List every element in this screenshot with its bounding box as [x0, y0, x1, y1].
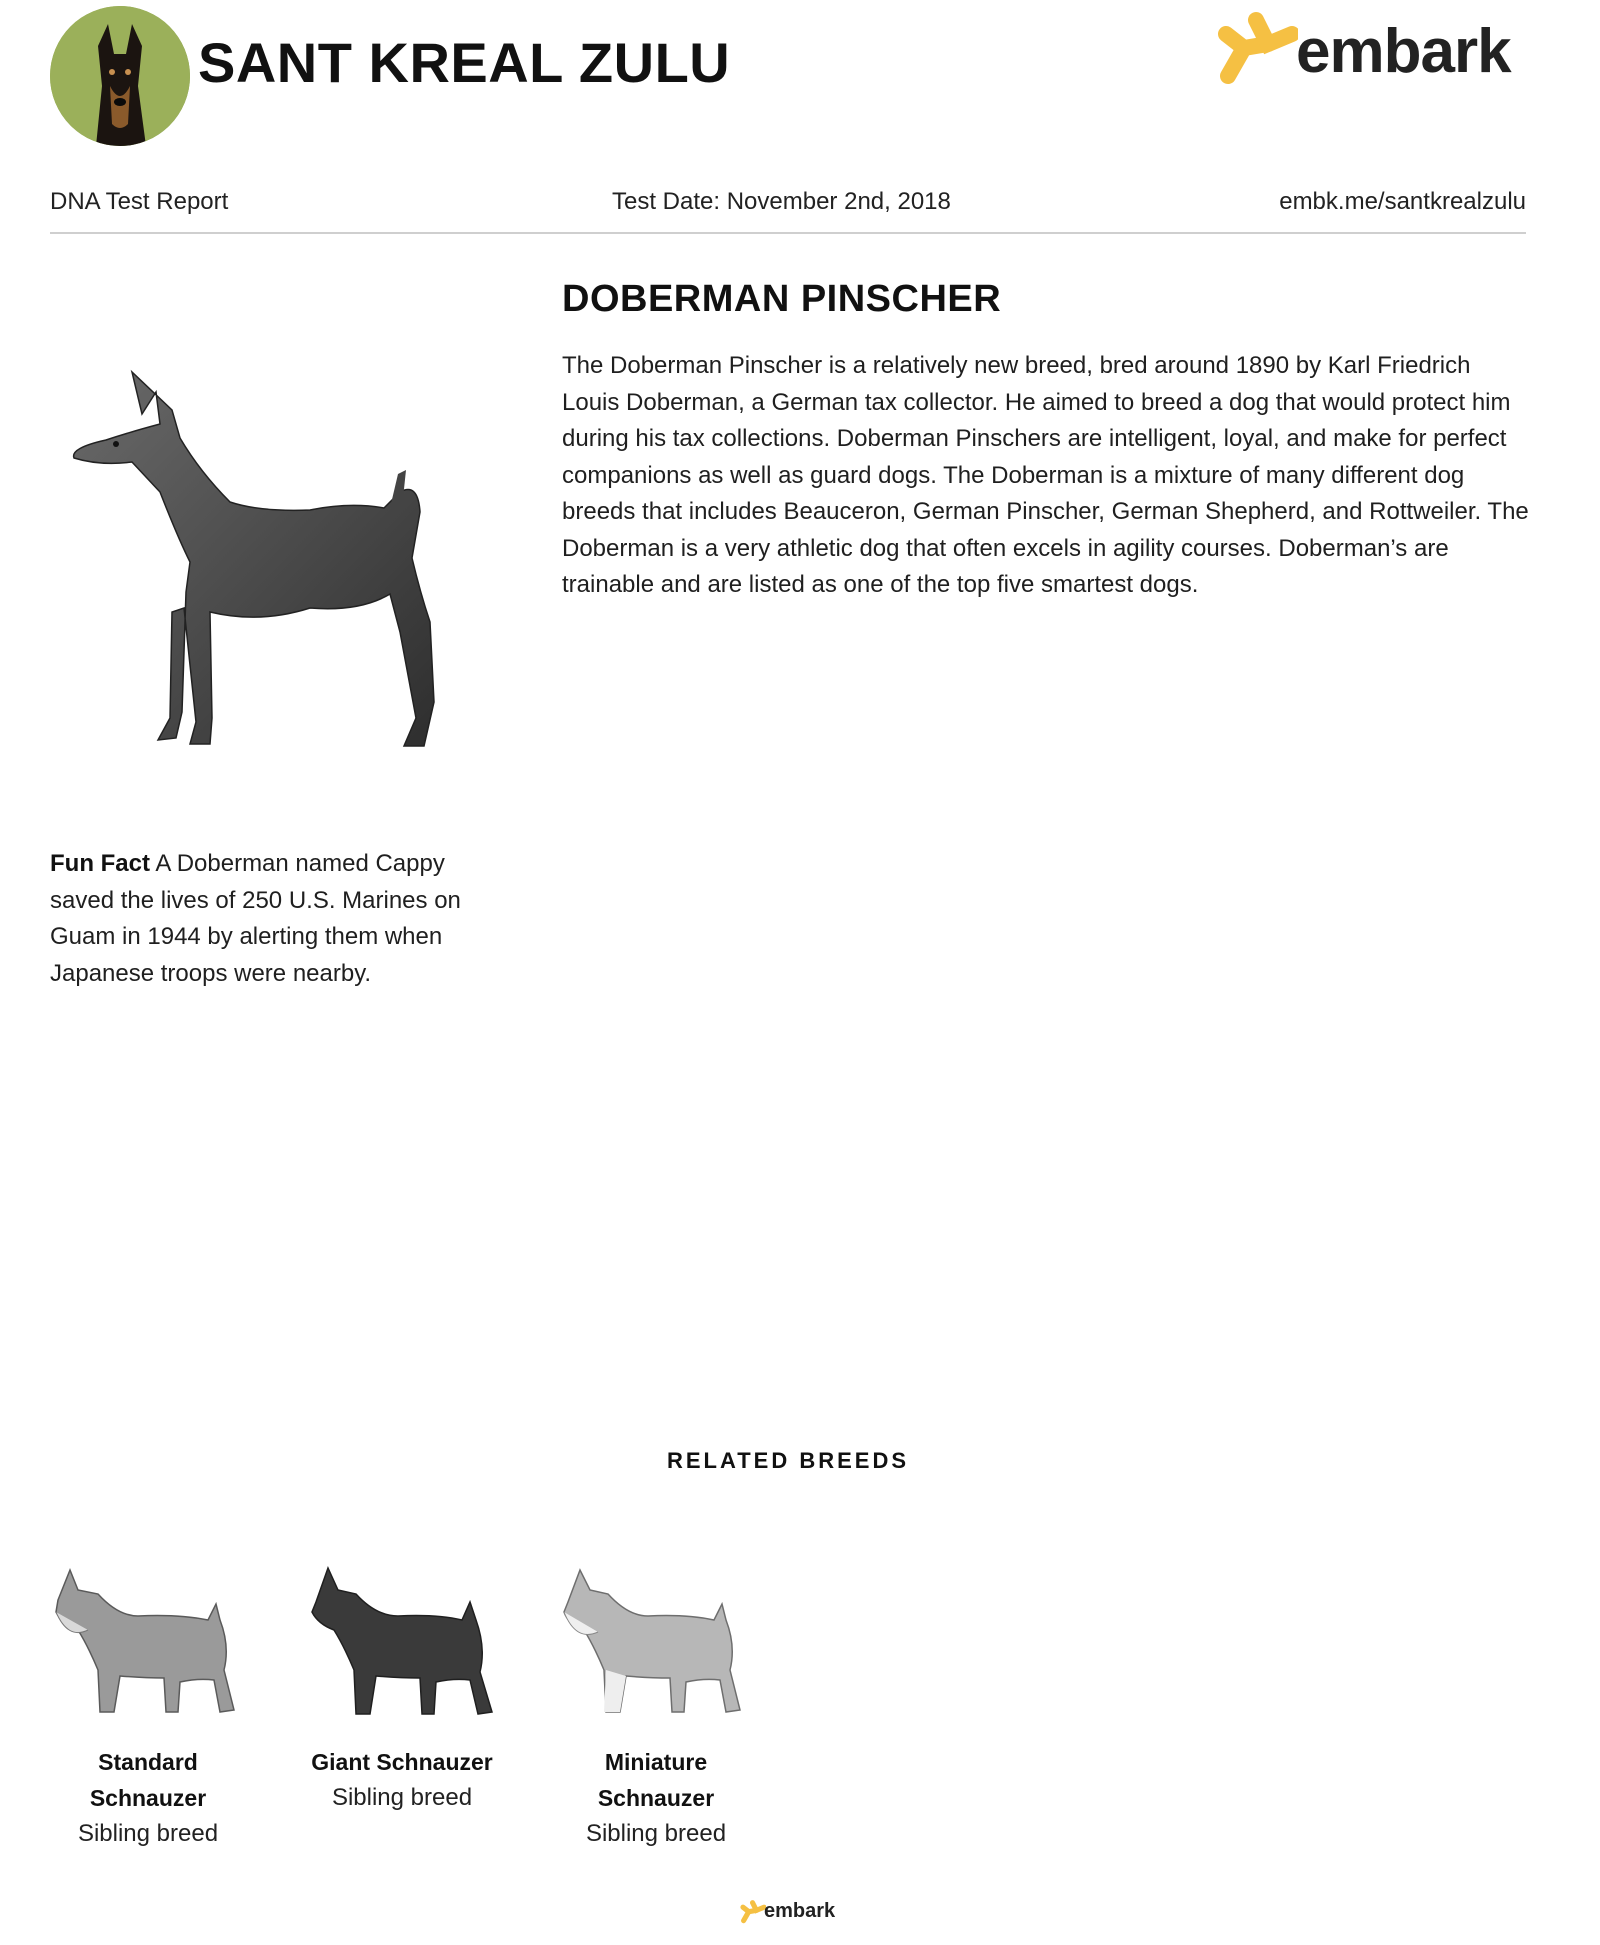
standard-schnauzer-icon — [48, 1550, 248, 1725]
embark-mark-icon — [734, 1896, 766, 1928]
profile-link[interactable]: embk.me/santkrealzulu — [1279, 188, 1526, 215]
footer-wordmark: embark — [764, 1900, 836, 1922]
doberman-illustration — [60, 362, 480, 752]
related-breed-relation: Sibling breed — [585, 1820, 727, 1847]
related-breed-card[interactable] — [302, 1550, 502, 1816]
embark-mark-icon — [1198, 4, 1298, 94]
related-breed-name: Miniature Schnauzer — [597, 1749, 715, 1811]
related-breed-name: Standard Schnauzer — [89, 1749, 207, 1811]
miniature-schnauzer-icon — [556, 1550, 756, 1725]
dog-name-title: SANT KREAL ZULU — [198, 31, 731, 94]
fun-fact — [50, 846, 500, 992]
fun-fact-label: Fun Fact — [50, 850, 150, 877]
test-date: Test Date: November 2nd, 2018 — [612, 188, 951, 215]
embark-wordmark: embark — [1296, 17, 1511, 86]
report-meta — [50, 188, 1526, 222]
fun-fact-text: A Doberman named Cappy saved the lives of 250 U.S. Marines on Guam in 1944 by alerting them when Japanese troops were nearby. — [50, 850, 461, 987]
doberman-photo-icon — [50, 6, 190, 146]
footer-embark-logo — [734, 1896, 854, 1932]
report-label: DNA Test Report — [50, 188, 229, 215]
embark-logo — [1198, 4, 1528, 94]
dog-avatar — [50, 6, 190, 146]
related-breed-card[interactable] — [556, 1550, 756, 1852]
related-breeds-heading: RELATED BREEDS — [666, 1448, 910, 1473]
breed-title: DOBERMAN PINSCHER — [562, 278, 1002, 320]
breed-description: The Doberman Pinscher is a relatively new breed, bred around 1890 by Karl Friedrich Louis Doberman, a German tax collector. He aimed to breed a dog that would protect him during his tax collections. Doberman Pinschers are intelligent, loyal, and make for perfect companions as well as guard dogs. The Doberman is a mixture of many different dog breeds that includes Beauceron, German Pinscher, German Shepherd, and Rottweiler. The Doberman is a very athletic dog that often excels in agility courses. Doberman’s are trainable and are listed as one of the top five smartest dogs. — [562, 352, 1529, 598]
related-breed-relation: Sibling breed — [77, 1820, 219, 1847]
giant-schnauzer-icon — [302, 1550, 502, 1725]
header-divider — [50, 232, 1526, 234]
related-breed-card[interactable] — [48, 1550, 248, 1852]
doberman-drawing-icon — [60, 362, 480, 752]
related-breed-name: Giant Schnauzer — [311, 1749, 493, 1775]
related-breed-relation: Sibling breed — [331, 1784, 473, 1811]
